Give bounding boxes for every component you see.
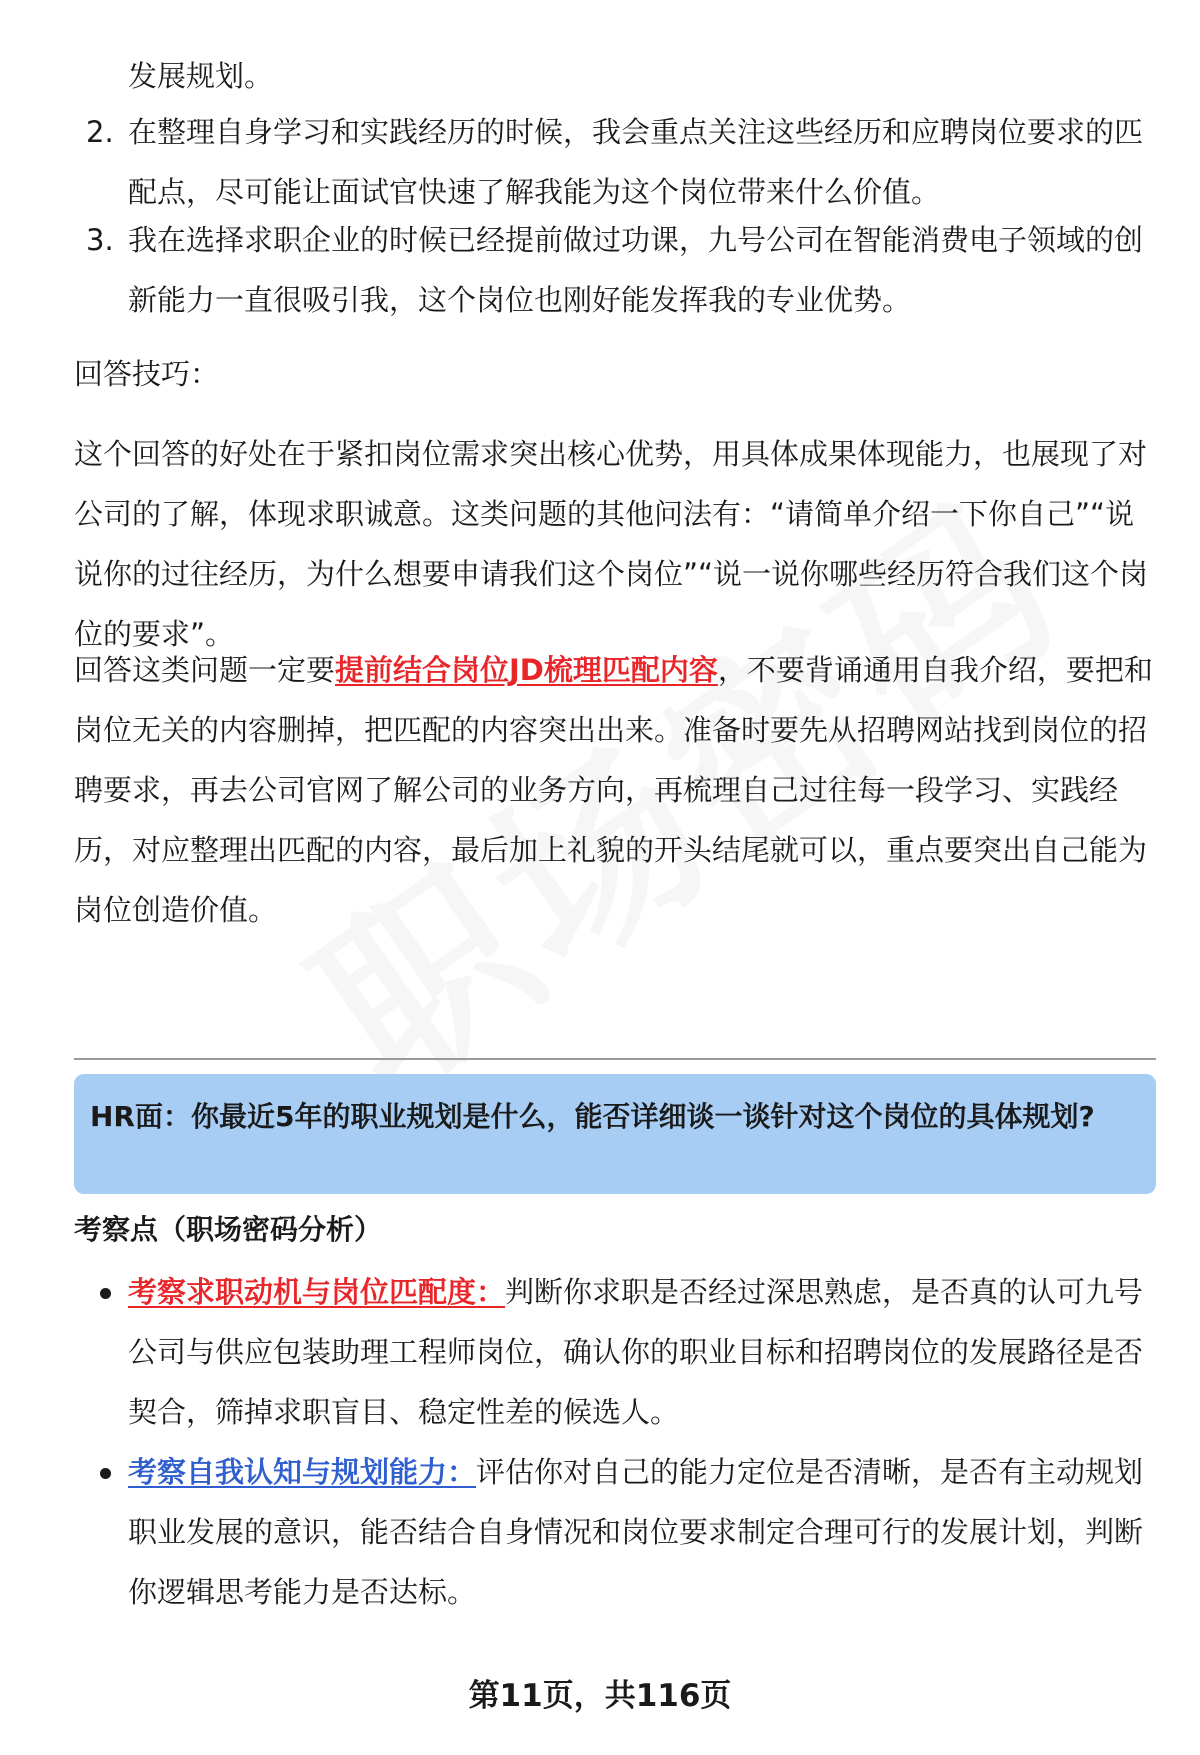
- tips-text: ，不要背诵通用自我介绍，要把和岗位无关的内容删掉，把匹配的内容突出出来。准备时要先从招聘网站找到岗位的招聘要求，再去公司官网了解公司的业务方向，再梳理自己过往每一段学习、实践经历，对应整理出匹配的内容，最后加上礼貌的开头结尾就可以，重点要突出自己能为岗位创造价值。: [74, 653, 1153, 927]
- exam-heading: 考察点（职场密码分析）: [74, 1213, 383, 1246]
- tips-heading: 回答技巧：: [74, 357, 220, 391]
- list-item-text: 在整理自身学习和实践经历的时候，我会重点关注这些经历和应聘岗位要求的匹配点，尽可能让面试官快速了解我能为这个岗位带来什么价值。: [128, 115, 1144, 209]
- list-item: [74, 102, 1154, 222]
- list-item-text: 我在选择求职企业的时候已经提前做过功课，九号公司在智能消费电子领域的创新能力一直很吸引我，这个岗位也刚好能发挥我的专业优势。: [128, 223, 1144, 317]
- question-text: HR面：你最近5年的职业规划是什么，能否详细谈一谈针对这个岗位的具体规划?: [90, 1100, 1095, 1133]
- bullet-label: 考察求职动机与岗位匹配度：: [128, 1275, 506, 1309]
- bullet-dot-icon: [100, 1468, 111, 1479]
- bullet-text: 评估你对自己的能力定位是否清晰，是否有主动规划职业发展的意识，能否结合自身情况和岗位要求制定合理可行的发展计划，判断你逻辑思考能力是否达标。: [128, 1455, 1144, 1609]
- bullet-item: [128, 1442, 1158, 1622]
- list-item-number: 2.: [86, 115, 114, 149]
- section-divider: [74, 1058, 1156, 1060]
- list-item: [74, 210, 1154, 330]
- list-continuation-text: 发展规划。: [128, 59, 274, 93]
- bullet-dot-icon: [100, 1288, 111, 1299]
- list-item-number: 3.: [86, 223, 114, 257]
- page-number: 第11页，共116页: [468, 1678, 732, 1714]
- tips-text: 回答这类问题一定要: [74, 653, 336, 687]
- question-box: [74, 1074, 1156, 1194]
- highlight-phrase: 提前结合岗位JD梳理匹配内容: [335, 653, 718, 687]
- bullet-item: [128, 1262, 1158, 1442]
- bullet-text: 判断你求职是否经过深思熟虑，是否真的认可九号公司与供应包装助理工程师岗位，确认你的职业目标和招聘岗位的发展路径是否契合，筛掉求职盲目、稳定性差的候选人。: [128, 1275, 1144, 1429]
- list-continuation: [74, 46, 1154, 106]
- tips-paragraph: 这个回答的好处在于紧扣岗位需求突出核心优势，用具体成果体现能力，也展现了对公司的了解，体现求职诚意。这类问题的其他问法有：“请简单介绍一下你自己”“说说你的过往经历，为什么想要申请我们这个岗位”“说一说你哪些经历符合我们这个岗位的要求”。: [74, 437, 1149, 651]
- bullet-label: 考察自我认知与规划能力：: [128, 1455, 477, 1489]
- tips-paragraph-2: [74, 640, 1154, 940]
